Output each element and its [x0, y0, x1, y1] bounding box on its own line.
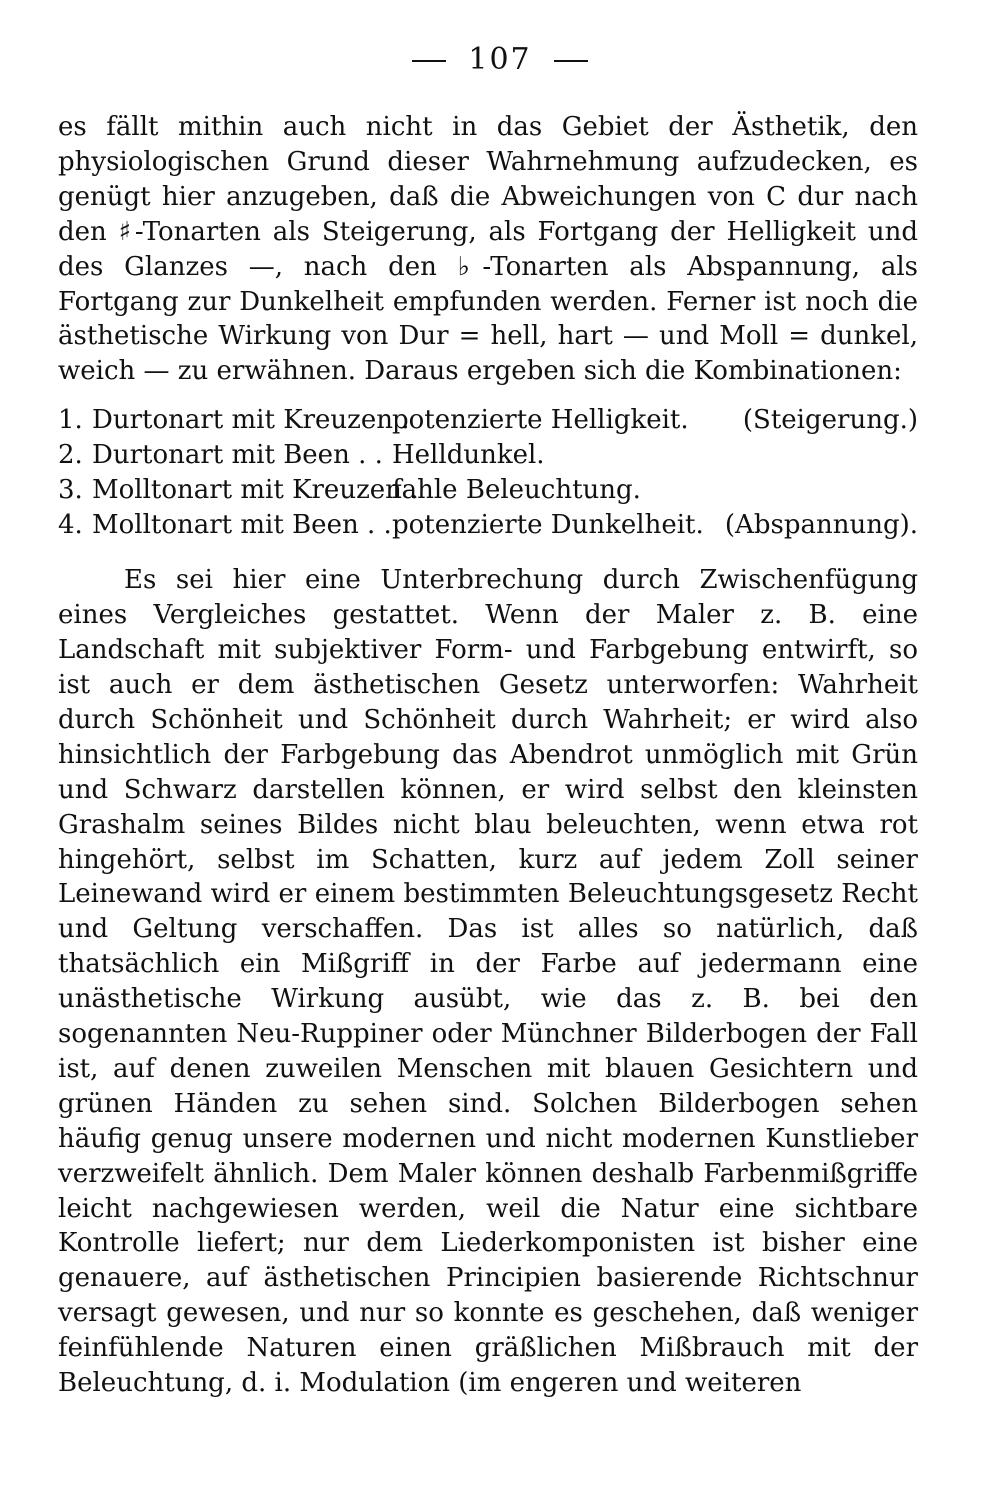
- combination-note: (Abspannung).: [724, 510, 918, 541]
- combination-key: Durtonart mit Kreuzen .: [92, 405, 410, 436]
- combination-key: Molltonart mit Been . .: [92, 510, 392, 541]
- combination-effect: potenzierte Dunkelheit.: [392, 510, 704, 541]
- combination-note: (Steigerung.): [742, 405, 918, 436]
- combination-note: [692, 438, 918, 473]
- combination-effect: Helldunkel.: [392, 440, 545, 471]
- combination-number: 1.: [58, 405, 83, 436]
- combinations-list: [58, 403, 918, 543]
- combination-note: [692, 473, 918, 508]
- paragraph-2: Es sei hier eine Unterbrechung durch Zwischenfügung eines Vergleiches gestattet. Wenn der Maler z. B. eine Landschaft mit subjektiver Form- und Farbgebung entwirft, so ist auch er dem ästhetischen Gesetz unterworfen: Wahrheit durch Schönheit und Schönheit durch Wahrheit; er wird also hinsichtlich der Farbgebung das Abendrot unmöglich mit Grün und Schwarz darstellen können, er wird selbst den kleinsten Grashalm seines Bildes nicht blau beleuchten, wenn etwa rot hingehört, selbst im Schatten, kurz auf jedem Zoll seiner Leinewand wird er einem bestimmten Beleuchtungsgesetz Recht und Geltung verschaffen. Das ist alles so natürlich, daß thatsächlich ein Mißgriff in der Farbe auf jedermann eine unästhetische Wirkung ausübt, wie das z. B. bei den sogenannten Neu-Ruppiner oder Münchner Bilderbogen der Fall ist, auf denen zuweilen Menschen mit blauen Gesichtern und grünen Händen zu sehen sind. Solchen Bilderbogen sehen häufig genug unsere modernen und nicht modernen Kunstlieber verzweifelt ähnlich. Dem Maler können deshalb Farbenmißgriffe leicht nachgewiesen werden, weil die Natur eine sichtbare Kontrolle liefert; nur dem Liederkomponisten ist bisher eine genauere, auf ästhetischen Principien basierende Richtschnur versagt gewesen, und nur so konnte es geschehen, daß weniger feinfühlende Naturen einen gräßlichen Mißbrauch mit der Beleuchtung, d. i. Modulation (im engeren und weiteren: [58, 565, 918, 1399]
- combination-key: Molltonart mit Kreuzen .: [92, 475, 419, 506]
- header-dash-left: [412, 60, 446, 62]
- combination-effect: potenzierte Helligkeit.: [392, 405, 689, 436]
- combination-number: 2.: [58, 440, 83, 471]
- combination-number: 4.: [58, 510, 83, 541]
- header-dash-right: [554, 60, 588, 62]
- page-header: [0, 42, 1000, 77]
- combination-row: [58, 508, 918, 543]
- paragraph-1: es fällt mithin auch nicht in das Gebiet der Ästhetik, den physiologischen Grund dieser Wahrnehmung aufzudecken, es genügt hier anzugeben, daß die Abweichungen von C dur nach den ♯-Tonarten als Steigerung, als Fortgang der Helligkeit und des Glanzes —, nach den ♭-Tonarten als Abspannung, als Fortgang zur Dunkelheit empfunden werden. Ferner ist noch die ästhetische Wirkung von Dur = hell, hart — und Moll = dunkel, weich — zu erwähnen. Daraus ergeben sich die Kombinationen:: [58, 112, 918, 387]
- combination-effect: fahle Beleuchtung.: [392, 475, 641, 506]
- combination-row: [58, 438, 918, 473]
- combination-row: [58, 473, 918, 508]
- combination-number: 3.: [58, 475, 83, 506]
- combination-row: [58, 403, 918, 438]
- combination-key: Durtonart mit Been . .: [92, 440, 383, 471]
- page-body: [58, 110, 918, 1401]
- page-number: 107: [468, 42, 532, 77]
